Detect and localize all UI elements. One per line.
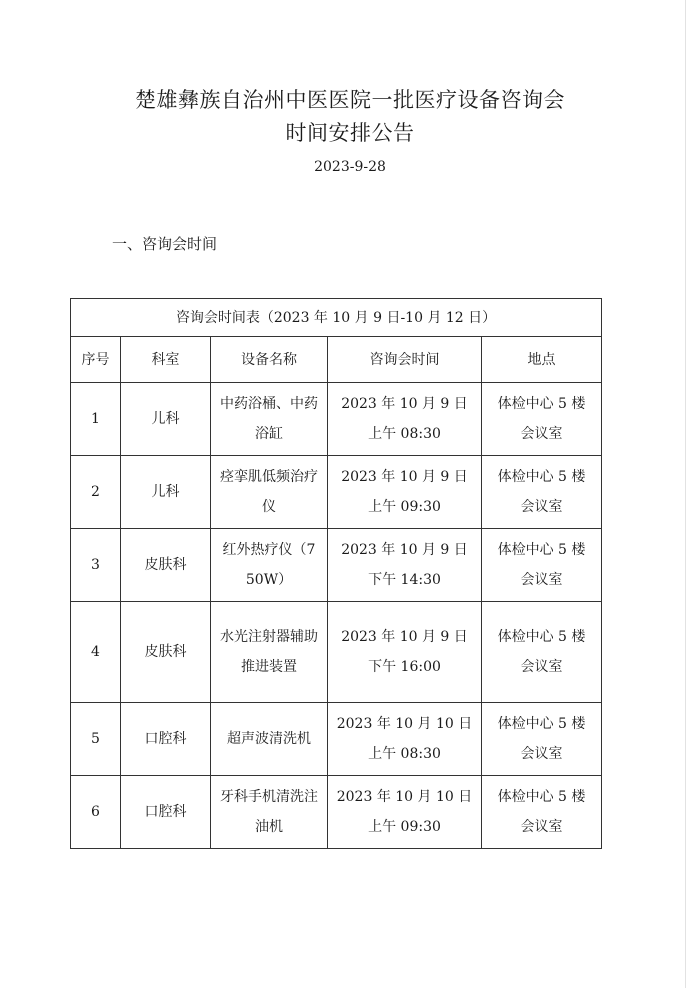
cell-no: 5 [71, 703, 121, 776]
page-edge [685, 0, 686, 988]
table-row [71, 529, 602, 602]
cell-dept: 口腔科 [121, 703, 211, 776]
cell-date: 2023 年 10 月 10 日 [336, 789, 473, 805]
header-location: 地点 [482, 337, 602, 383]
cell-equipment: 痉挛肌低频治疗仪 [211, 456, 328, 529]
cell-time [328, 529, 482, 602]
table-row [71, 383, 602, 456]
cell-location: 体检中心 5 楼会议室 [482, 456, 602, 529]
cell-clock: 上午 09:30 [368, 499, 441, 515]
table-body [71, 383, 602, 849]
schedule-table [70, 298, 602, 849]
cell-time [328, 602, 482, 703]
cell-dept: 皮肤科 [121, 529, 211, 602]
cell-equipment: 水光注射器辅助推进装置 [211, 602, 328, 703]
cell-location: 体检中心 5 楼会议室 [482, 776, 602, 849]
table-caption-row [71, 299, 602, 337]
cell-equipment: 中药浴桶、中药浴缸 [211, 383, 328, 456]
cell-time [328, 703, 482, 776]
cell-no: 6 [71, 776, 121, 849]
cell-no: 1 [71, 383, 121, 456]
header-time: 咨询会时间 [328, 337, 482, 383]
cell-dept: 儿科 [121, 383, 211, 456]
section-heading: 一、咨询会时间 [112, 235, 218, 253]
cell-date: 2023 年 10 月 9 日 [341, 629, 468, 645]
cell-time [328, 383, 482, 456]
cell-time [328, 456, 482, 529]
table-header-row [71, 337, 602, 383]
cell-equipment: 牙科手机清洗注油机 [211, 776, 328, 849]
cell-location: 体检中心 5 楼会议室 [482, 602, 602, 703]
cell-location: 体检中心 5 楼会议室 [482, 529, 602, 602]
cell-clock: 上午 08:30 [368, 426, 441, 442]
header-dept: 科室 [121, 337, 211, 383]
table-row [71, 703, 602, 776]
cell-date: 2023 年 10 月 9 日 [341, 542, 468, 558]
header-equipment: 设备名称 [211, 337, 328, 383]
cell-dept: 儿科 [121, 456, 211, 529]
cell-clock: 下午 16:00 [368, 659, 441, 675]
cell-no: 3 [71, 529, 121, 602]
cell-location: 体检中心 5 楼会议室 [482, 383, 602, 456]
cell-no: 2 [71, 456, 121, 529]
cell-date: 2023 年 10 月 9 日 [341, 469, 468, 485]
cell-no: 4 [71, 602, 121, 703]
cell-dept: 皮肤科 [121, 602, 211, 703]
header-no: 序号 [71, 337, 121, 383]
cell-date: 2023 年 10 月 10 日 [336, 716, 473, 732]
table-caption: 咨询会时间表（2023 年 10 月 9 日-10 月 12 日） [71, 299, 602, 337]
cell-dept: 口腔科 [121, 776, 211, 849]
table-row [71, 602, 602, 703]
cell-location: 体检中心 5 楼会议室 [482, 703, 602, 776]
cell-time [328, 776, 482, 849]
table-row [71, 776, 602, 849]
document-date: 2023-9-28 [314, 159, 386, 175]
cell-clock: 上午 09:30 [368, 819, 441, 835]
cell-equipment: 超声波清洗机 [211, 703, 328, 776]
cell-date: 2023 年 10 月 9 日 [341, 396, 468, 412]
document-title-line1: 楚雄彝族自治州中医医院一批医疗设备咨询会 [135, 88, 565, 112]
cell-equipment: 红外热疗仪（750W） [211, 529, 328, 602]
cell-clock: 下午 14:30 [368, 572, 441, 588]
cell-clock: 上午 08:30 [368, 746, 441, 762]
table-row [71, 456, 602, 529]
document-title-line2: 时间安排公告 [285, 121, 415, 145]
